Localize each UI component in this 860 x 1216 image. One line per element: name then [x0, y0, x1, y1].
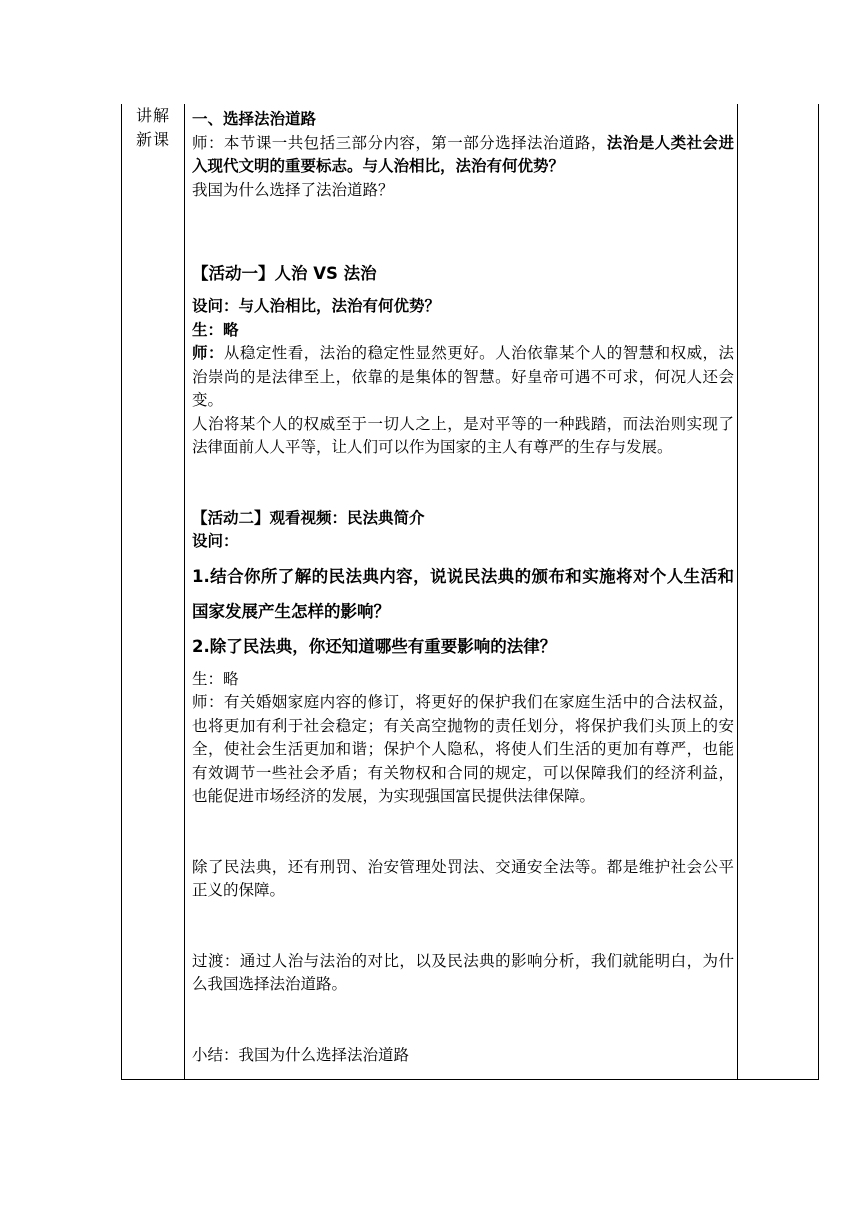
activity2-teacher: 师：有关婚姻家庭内容的修订，将更好的保护我们在家庭生活中的合法权益，也将更加有利于社会稳定；有关高空抛物的责任划分，将保护我们头顶上的安全，使社会生活更加和谐；保护个人隐私，将使人们生活的更加有尊严，也能有效调节一些社会矛盾；有关物权和合同的规定，可以保障我们的经济利益，也能促进市场经济的发展，为实现强国富民提供法律保障。 [192, 693, 734, 805]
row-label-line-2: 新课 [135, 130, 170, 149]
activity1-teacher-prefix: 师： [192, 344, 224, 362]
table-border-right [818, 104, 819, 1080]
lesson-content [192, 108, 734, 1067]
activity1-teacher-text: 从稳定性看，法治的稳定性显然更好。人治依靠某个人的智慧和权威，法治崇尚的是法律至上，依靠的是集体的智慧。好皇帝可遇不可求，何况人还会变。 [192, 344, 734, 409]
activity1-teacher-text2: 人治将某个人的权威至于一切人之上，是对平等的一种践踏，而法治则实现了法律面前人人平等，让人们可以作为国家的主人有尊严的生存与发展。 [192, 414, 734, 456]
activity2-student: 生：略 [192, 669, 239, 688]
activity2-question-1: 1.结合你所了解的民法典内容，说说民法典的颁布和实施将对个人生活和国家发展产生怎样的影响？ [192, 566, 734, 621]
section-intro-plain: 师：本节课一共包括三部分内容，第一部分选择法治道路， [192, 133, 607, 152]
activity2-question-label: 设问： [192, 532, 239, 550]
section-heading: 一、选择法治道路 [192, 110, 317, 128]
activity1-title: 【活动一】人治 VS 法治 [192, 264, 377, 283]
activity1-question: 设问：与人治相比，法治有何优势？ [192, 297, 441, 315]
section-intro-bold: 法治是人类社会进入现代文明的重要标志。与人治相比，法治有何优势？ [192, 133, 734, 175]
row-label-line-1: 讲解 [135, 106, 170, 125]
summary-text: 小结：我国为什么选择法治道路 [192, 1045, 410, 1064]
activity1-teacher [192, 342, 734, 413]
row-label [122, 104, 184, 152]
section-intro [192, 132, 734, 179]
table-border-content-divider [737, 104, 738, 1080]
transition-text: 过渡：通过人治与法治的对比，以及民法典的影响分析，我们就能明白，为什么我国选择法治道路。 [192, 951, 734, 993]
activity2-title: 【活动二】观看视频：民法典简介 [192, 508, 425, 527]
activity2-question-2: 2.除了民法典，你还知道哪些有重要影响的法律？ [192, 636, 557, 656]
activity1-student: 生：略 [192, 320, 239, 339]
section-intro-tail: 我国为什么选择了法治道路？ [192, 180, 394, 199]
table-border-bottom [121, 1079, 819, 1080]
other-laws-text: 除了民法典，还有刑罚、治安管理处罚法、交通安全法等。都是维护社会公平正义的保障。 [192, 857, 734, 899]
table-border-label-divider [184, 104, 185, 1080]
table-border-left [121, 104, 122, 1080]
